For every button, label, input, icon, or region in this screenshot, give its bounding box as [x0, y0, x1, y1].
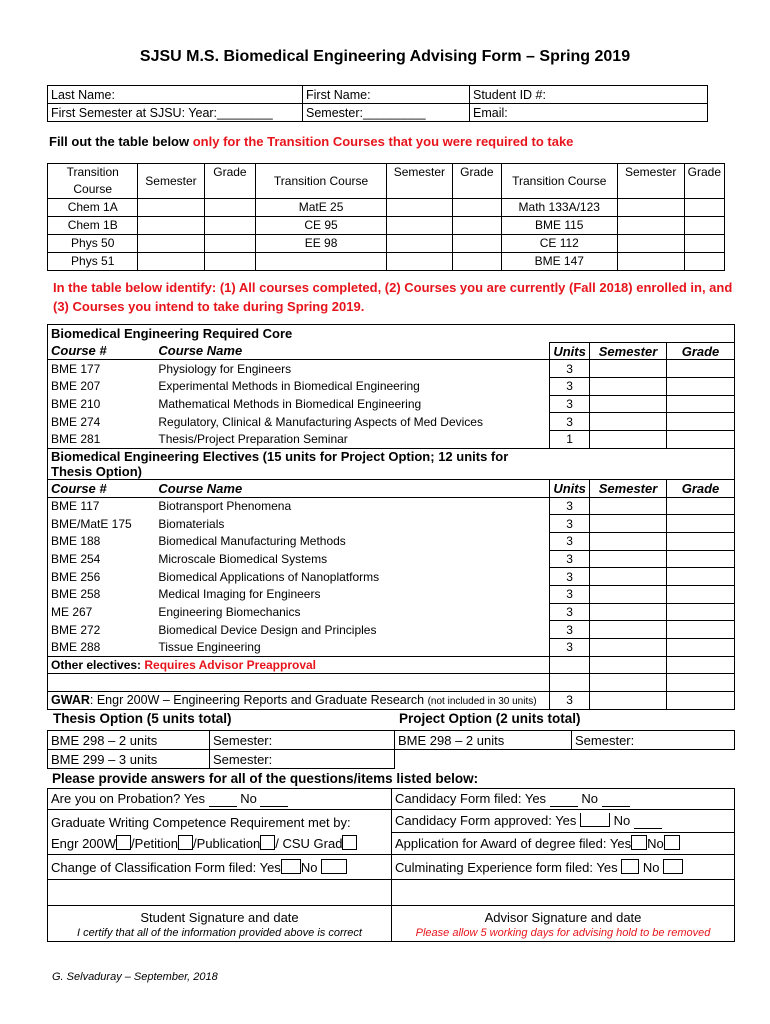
- core-header-units: Units: [550, 342, 590, 360]
- trans-header-course-2: Transition Course: [256, 164, 387, 199]
- course-number: BME 258: [48, 585, 156, 603]
- trans-empty-cell: [256, 253, 387, 271]
- core-header-name: Course Name: [155, 342, 549, 360]
- grade-cell[interactable]: [667, 692, 735, 710]
- course-row: [48, 585, 735, 603]
- footer: G. Selvaduray – September, 2018: [52, 971, 218, 983]
- trans-header-grade-3: Grade: [684, 164, 724, 199]
- semester-cell[interactable]: [590, 639, 667, 657]
- grade-cell[interactable]: [667, 497, 735, 515]
- grade-cell[interactable]: [667, 413, 735, 431]
- questions-title: Please provide answers for all of the questions/items listed below:: [52, 771, 479, 786]
- course-name: Biomaterials: [155, 515, 549, 533]
- course-units: 3: [550, 621, 590, 639]
- core-header-grade: Grade: [667, 342, 735, 360]
- core-header-semester: Semester: [590, 342, 667, 360]
- course-name: Experimental Methods in Biomedical Engineering: [155, 378, 549, 396]
- student-id-field[interactable]: Student ID #:: [470, 86, 708, 104]
- semester-cell[interactable]: [590, 585, 667, 603]
- trans-course: Math 133A/123: [501, 199, 617, 217]
- course-row: [48, 515, 735, 533]
- first-semester-field[interactable]: Semester:_________: [303, 104, 470, 122]
- course-units: 1: [550, 431, 590, 449]
- course-row: [48, 603, 735, 621]
- electives-section-title: Biomedical Engineering Electives (15 units for Project Option; 12 units for Thesis Option): [48, 448, 550, 479]
- course-units: 3: [550, 550, 590, 568]
- courses-table: [47, 324, 735, 710]
- elec-header-semester: Semester: [590, 479, 667, 497]
- semester-cell[interactable]: [590, 550, 667, 568]
- semester-cell[interactable]: [590, 497, 667, 515]
- trans-grade-cell[interactable]: [452, 217, 501, 235]
- course-number: BME 256: [48, 568, 156, 586]
- trans-course: EE 98: [256, 235, 387, 253]
- course-name: Biomedical Applications of Nanoplatforms: [155, 568, 549, 586]
- transition-instruction: Fill out the table below only for the Transition Courses that you were required to take: [49, 134, 574, 149]
- grade-cell[interactable]: [667, 639, 735, 657]
- course-row: [48, 639, 735, 657]
- semester-cell[interactable]: [590, 692, 667, 710]
- trans-semester-cell[interactable]: [617, 253, 684, 271]
- course-row: [48, 360, 735, 378]
- email-field[interactable]: Email:: [470, 104, 708, 122]
- trans-semester-cell[interactable]: [617, 199, 684, 217]
- course-row: [48, 621, 735, 639]
- gwar-units: 3: [550, 692, 590, 710]
- course-name: Medical Imaging for Engineers: [155, 585, 549, 603]
- grade-cell[interactable]: [667, 621, 735, 639]
- probation-no-blank[interactable]: [260, 791, 288, 807]
- semester-cell[interactable]: [590, 431, 667, 449]
- trans-grade-cell[interactable]: [452, 253, 501, 271]
- course-number: BME 281: [48, 431, 156, 449]
- course-number: BME 177: [48, 360, 156, 378]
- transition-courses-table: [47, 163, 725, 271]
- course-number: BME 272: [48, 621, 156, 639]
- options-table: [47, 730, 735, 769]
- candidacy-filed-yes-blank[interactable]: [550, 791, 578, 807]
- course-row: [48, 497, 735, 515]
- trans-grade-cell[interactable]: [204, 217, 256, 235]
- course-name: Mathematical Methods in Biomedical Engineering: [155, 395, 549, 413]
- candidacy-filed-no-blank[interactable]: [602, 791, 630, 807]
- trans-grade-cell[interactable]: [684, 235, 724, 253]
- semester-cell[interactable]: [590, 621, 667, 639]
- course-units: 3: [550, 395, 590, 413]
- trans-course: Chem 1A: [48, 199, 138, 217]
- probation-question: Are you on Probation? Yes No: [48, 789, 392, 810]
- trans-header-grade-2: Grade: [452, 164, 501, 199]
- thesis-title: Thesis Option (5 units total): [53, 711, 232, 726]
- semester-cell[interactable]: [590, 603, 667, 621]
- gwc-question: Graduate Writing Competence Requirement met by: Engr 200W /Petition /Publication / CSU Grad: [48, 810, 392, 855]
- project-title: Project Option (2 units total): [399, 711, 581, 726]
- grade-cell[interactable]: [667, 360, 735, 378]
- thesis-bme298: BME 298 – 2 units: [48, 731, 210, 750]
- project-semester[interactable]: Semester:: [572, 731, 735, 750]
- culminating-question: Culminating Experience form filed: Yes No: [392, 855, 735, 880]
- engr200w-checkbox[interactable]: [116, 835, 131, 850]
- trans-header-grade-1: Grade: [204, 164, 256, 199]
- course-units: 3: [550, 378, 590, 396]
- course-row: [48, 550, 735, 568]
- semester-cell[interactable]: [590, 532, 667, 550]
- grade-cell[interactable]: [667, 532, 735, 550]
- course-name: Physiology for Engineers: [155, 360, 549, 378]
- units-cell[interactable]: [550, 674, 590, 692]
- page-title: SJSU M.S. Biomedical Engineering Advising Form – Spring 2019: [139, 48, 631, 65]
- course-number: BME 210: [48, 395, 156, 413]
- trans-semester-cell[interactable]: [386, 217, 452, 235]
- course-name: Biomedical Manufacturing Methods: [155, 532, 549, 550]
- course-units: 3: [550, 532, 590, 550]
- course-row: [48, 378, 735, 396]
- units-cell[interactable]: [550, 656, 590, 674]
- culminating-no-box[interactable]: [663, 859, 683, 874]
- trans-header-semester-1: Semester: [138, 164, 204, 199]
- trans-course: Phys 50: [48, 235, 138, 253]
- thesis-semester-2[interactable]: Semester:: [210, 750, 395, 769]
- course-units: 3: [550, 603, 590, 621]
- trans-semester-cell[interactable]: [138, 253, 204, 271]
- semester-cell[interactable]: [590, 360, 667, 378]
- grade-cell[interactable]: [667, 550, 735, 568]
- course-number: ME 267: [48, 603, 156, 621]
- course-row: [48, 431, 735, 449]
- trans-course: Phys 51: [48, 253, 138, 271]
- petition-checkbox[interactable]: [178, 835, 193, 850]
- award-no-box[interactable]: [664, 835, 680, 850]
- advisor-hold-note: Please allow 5 working days for advising hold to be removed: [392, 925, 735, 942]
- course-name: Biotransport Phenomena: [155, 497, 549, 515]
- trans-grade-cell[interactable]: [452, 199, 501, 217]
- change-classification-question: Change of Classification Form filed: Yes No: [48, 855, 392, 880]
- course-name: Microscale Biomedical Systems: [155, 550, 549, 568]
- course-units: 3: [550, 515, 590, 533]
- project-bme298: BME 298 – 2 units: [395, 731, 572, 750]
- grade-cell[interactable]: [667, 395, 735, 413]
- course-number: BME/MatE 175: [48, 515, 156, 533]
- thesis-semester-1[interactable]: Semester:: [210, 731, 395, 750]
- student-signature-space[interactable]: [48, 880, 392, 906]
- course-name: Thesis/Project Preparation Seminar: [155, 431, 549, 449]
- course-row: [48, 532, 735, 550]
- grade-cell[interactable]: [667, 674, 735, 692]
- trans-header-semester-3: Semester: [617, 164, 684, 199]
- award-yes-box[interactable]: [631, 835, 647, 850]
- award-question: Application for Award of degree filed: Yes No: [392, 832, 735, 855]
- trans-course: CE 95: [256, 217, 387, 235]
- semester-cell[interactable]: [590, 413, 667, 431]
- trans-course: BME 115: [501, 217, 617, 235]
- candidacy-filed-question: Candidacy Form filed: Yes No: [392, 789, 735, 810]
- trans-header-course-1: Transition Course: [48, 164, 138, 199]
- candidacy-approved-yes-blank[interactable]: [580, 813, 610, 827]
- candidacy-approved-question: Candidacy Form approved: Yes No: [392, 810, 735, 833]
- course-units: 3: [550, 639, 590, 657]
- trans-grade-cell[interactable]: [204, 253, 256, 271]
- trans-semester-cell[interactable]: [386, 253, 452, 271]
- trans-course: BME 147: [501, 253, 617, 271]
- student-info-table: [47, 85, 708, 122]
- core-header-num: Course #: [48, 342, 156, 360]
- candidacy-approved-no-blank[interactable]: [634, 813, 662, 829]
- advisor-signature-space[interactable]: [392, 880, 735, 906]
- culminating-yes-box[interactable]: [621, 859, 639, 874]
- semester-cell[interactable]: [590, 515, 667, 533]
- csu-grad-checkbox[interactable]: [342, 835, 357, 850]
- student-signature-label: Student Signature and date: [48, 906, 392, 926]
- trans-semester-cell[interactable]: [617, 235, 684, 253]
- trans-semester-cell[interactable]: [386, 235, 452, 253]
- trans-semester-cell[interactable]: [138, 199, 204, 217]
- elec-header-num: Course #: [48, 479, 156, 497]
- grade-cell[interactable]: [667, 431, 735, 449]
- trans-grade-cell[interactable]: [452, 235, 501, 253]
- course-number: BME 288: [48, 639, 156, 657]
- course-name: Regulatory, Clinical & Manufacturing Aspects of Med Devices: [155, 413, 549, 431]
- course-number: BME 207: [48, 378, 156, 396]
- course-units: 3: [550, 568, 590, 586]
- semester-cell[interactable]: [590, 395, 667, 413]
- semester-cell[interactable]: [590, 568, 667, 586]
- first-name-field[interactable]: First Name:: [303, 86, 470, 104]
- questions-table: [47, 788, 735, 942]
- grade-cell[interactable]: [667, 585, 735, 603]
- trans-header-semester-2: Semester: [386, 164, 452, 199]
- course-name: Engineering Biomechanics: [155, 603, 549, 621]
- elec-header-units: Units: [550, 479, 590, 497]
- course-units: 3: [550, 360, 590, 378]
- identify-instruction: In the table below identify: (1) All courses completed, (2) Courses you are currently (Fall 2018) enrolled in, and (3) Courses you intend to take during Spring 2019.: [53, 280, 733, 314]
- course-units: 3: [550, 497, 590, 515]
- last-name-field[interactable]: Last Name:: [48, 86, 303, 104]
- grade-cell[interactable]: [667, 378, 735, 396]
- trans-semester-cell[interactable]: [138, 217, 204, 235]
- course-row: [48, 568, 735, 586]
- course-row: [48, 395, 735, 413]
- course-number: BME 254: [48, 550, 156, 568]
- grade-cell[interactable]: [667, 603, 735, 621]
- course-name: Tissue Engineering: [155, 639, 549, 657]
- probation-yes-blank[interactable]: [209, 791, 237, 807]
- semester-cell[interactable]: [590, 656, 667, 674]
- course-number: BME 274: [48, 413, 156, 431]
- course-name: Biomedical Device Design and Principles: [155, 621, 549, 639]
- change-yes-box[interactable]: [281, 859, 301, 874]
- trans-semester-cell[interactable]: [617, 217, 684, 235]
- publication-checkbox[interactable]: [260, 835, 275, 850]
- course-row: [48, 413, 735, 431]
- trans-semester-cell[interactable]: [138, 235, 204, 253]
- semester-cell[interactable]: [590, 674, 667, 692]
- semester-cell[interactable]: [590, 378, 667, 396]
- first-semester-year-field[interactable]: First Semester at SJSU: Year:________: [48, 104, 303, 122]
- gwar-row: GWAR: Engr 200W – Engineering Reports and Graduate Research (not included in 30 units): [48, 692, 550, 710]
- course-units: 3: [550, 413, 590, 431]
- trans-header-course-3: Transition Course: [501, 164, 617, 199]
- elec-header-grade: Grade: [667, 479, 735, 497]
- trans-course: MatE 25: [256, 199, 387, 217]
- advisor-signature-label: Advisor Signature and date: [392, 906, 735, 926]
- other-elective-entry[interactable]: [48, 674, 550, 692]
- trans-grade-cell[interactable]: [684, 199, 724, 217]
- trans-grade-cell[interactable]: [204, 235, 256, 253]
- trans-semester-cell[interactable]: [386, 199, 452, 217]
- core-section-title: Biomedical Engineering Required Core: [48, 325, 735, 343]
- course-number: BME 117: [48, 497, 156, 515]
- elec-header-name: Course Name: [155, 479, 549, 497]
- grade-cell[interactable]: [667, 568, 735, 586]
- change-no-box[interactable]: [321, 859, 347, 874]
- other-electives: Other electives: Requires Advisor Preapproval: [48, 656, 550, 674]
- trans-grade-cell[interactable]: [204, 199, 256, 217]
- trans-grade-cell[interactable]: [684, 253, 724, 271]
- thesis-bme299: BME 299 – 3 units: [48, 750, 210, 769]
- grade-cell[interactable]: [667, 656, 735, 674]
- trans-course: Chem 1B: [48, 217, 138, 235]
- course-number: BME 188: [48, 532, 156, 550]
- trans-grade-cell[interactable]: [684, 217, 724, 235]
- course-units: 3: [550, 585, 590, 603]
- trans-course: CE 112: [501, 235, 617, 253]
- grade-cell[interactable]: [667, 515, 735, 533]
- student-certify-note: I certify that all of the information provided above is correct: [48, 925, 392, 942]
